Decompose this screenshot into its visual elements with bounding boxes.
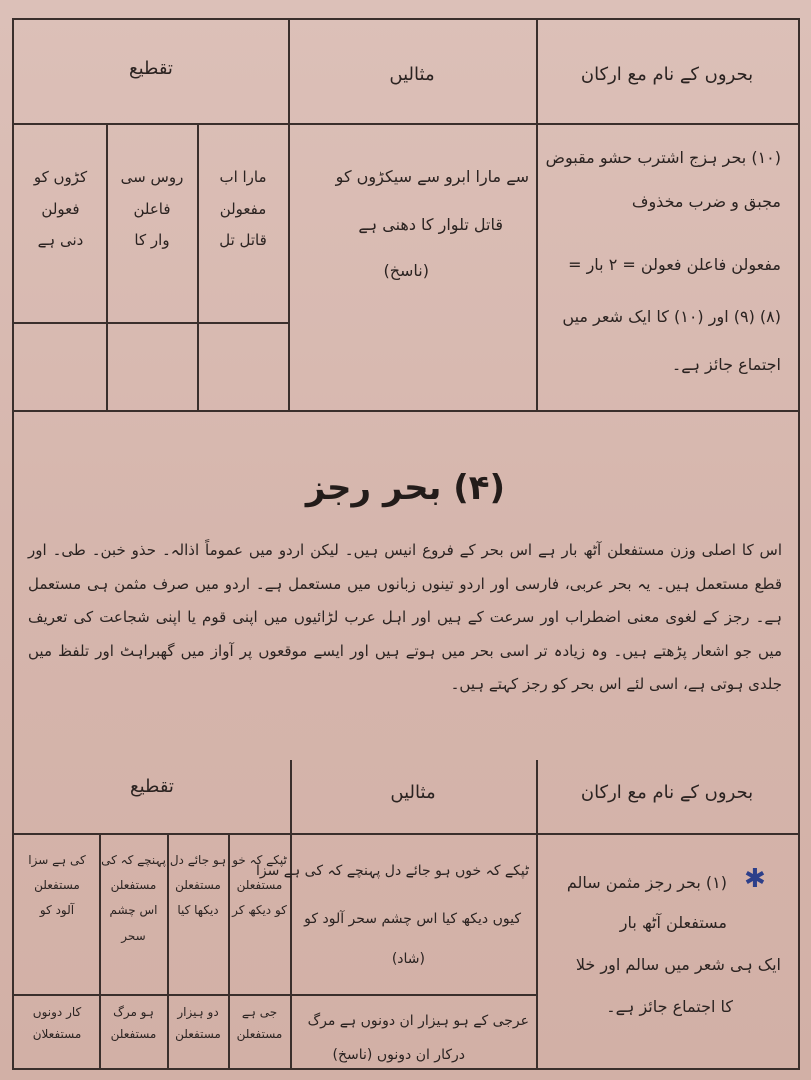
table2-bottom-cell (16, 1002, 98, 1045)
taqti-tail: وار کا (134, 231, 170, 249)
taqti-meter: مستفعلن (110, 878, 157, 893)
margin-star-mark: ✱ (744, 864, 766, 894)
table2-header-taqti: تقطیع (130, 776, 174, 797)
table1-example-line: (ناسخ) (383, 261, 429, 280)
table2-example-line: ٹپکے کہ خوں ہو جائے دل پہنچے کہ کی ہے سزا (256, 863, 529, 879)
table1-name-line: (۸) (۹) اور (۱۰) کا ایک شعر میں (562, 307, 781, 326)
table2-bottom-cell (169, 1002, 227, 1045)
table2-bottom-cell (230, 1002, 289, 1045)
table2-header-arkan: بحروں کے نام مع ارکان (580, 782, 754, 803)
table1-taqti-col-1 (199, 162, 287, 257)
table1-name-line: مفعولن فاعلن فعولن = ۲ بار = (568, 255, 781, 274)
taqti-tail: کو دیکھ کر (232, 903, 287, 918)
table2-name-line: مستفعلن آٹھ بار (619, 913, 727, 932)
bottom-words: کار دونوں (32, 1005, 82, 1019)
bottom-meter: مستفعلن (110, 1026, 157, 1041)
table1-name-line: (۱۰) بحر ہزج اشترب حشو مقبوض (545, 148, 781, 167)
taqti-meter: مستفعلن (34, 878, 80, 893)
taqti-tail: دنی ہے (37, 231, 84, 249)
bottom-meter: مستفعلن (236, 1026, 283, 1041)
table2-example-line: کیوں دیکھ کیا اس چشم سحر آلود کو (304, 911, 521, 927)
table1-header-rule (14, 123, 798, 125)
table2-taqti-col-4 (16, 848, 98, 924)
table2-header-rule (14, 833, 798, 835)
bottom-meter: مستفعلن (175, 1026, 221, 1041)
taqti-words: کی ہے سزا (28, 853, 86, 867)
taqti-tail: دیکھا کیا (177, 903, 219, 918)
bottom-words: جی ہے (241, 1005, 278, 1019)
table2-bottom-rule (14, 994, 536, 996)
bottom-words: ہو مرگ (113, 1005, 154, 1019)
table1-name-line: اجتماع جائز ہے۔ (671, 355, 781, 374)
table1-header-taqti: تقطیع (129, 58, 173, 79)
table1-header-arkan: بحروں کے نام مع ارکان (580, 64, 754, 85)
bottom-meter: مستفعلان (32, 1026, 82, 1041)
table2-taqti-col-2 (169, 848, 227, 924)
taqti-words: ٹپکے کہ خو (232, 853, 287, 867)
taqti-meter: مستفعلن (175, 878, 221, 893)
taqti-tail: اس چشم سحر (109, 903, 158, 943)
taqti-meter: فعولن (41, 199, 80, 218)
taqti-meter: مستفعلن (236, 878, 283, 893)
table2-example-line: عرجی کے ہو ہیزار ان دونوں ہے مرگ (307, 1013, 529, 1029)
section-title: (۴) بحر رجز (305, 468, 506, 508)
table1-taqti-col-3 (16, 162, 105, 257)
table2-example-line: (شاد) (391, 951, 425, 967)
table1-bottom-rule (14, 410, 798, 412)
taqti-words: پہنچے کہ کی (101, 853, 166, 867)
section-paragraph: اس کا اصلی وزن مستفعلن آٹھ بار ہے اس بحر کے فروع انیس ہیں۔ لیکن اردو میں عموماً اذالہ۔ حذو خبن۔ طی۔ اور قطع مستعمل ہیں۔ یہ بحر عربی، فارسی اور اردو تینوں زبانوں میں مستعمل ہے۔ اردو میں صرف مثمن ہی مستعمل ہے۔ رجز کے لغوی معنی اضطراب اور سرعت کے ہیں اور اہل عرب لڑائیوں میں اپنی قوم یا اپنی شجاعت کی تعریف میں جو اشعار پڑھتے ہیں۔ وہ زیادہ تر اسی بحر میں ہوتے ہیں اور ایسے موقعوں پر آواز میں گھبراہٹ اور تلفظ میں جلدی ہوتی ہے، اسی لئے اس بحر کو رجز کہتے ہیں۔ (28, 541, 782, 693)
table2-name-line: کا اجتماع جائز ہے۔ (606, 997, 733, 1016)
table1-example-line: سے مارا ابرو سے سیکڑوں کو (335, 167, 529, 186)
taqti-words: کڑوں کو (33, 168, 88, 186)
table1-taqti-rule (14, 322, 288, 324)
table2-name-line: (۱) بحر رجز مثمن سالم (566, 873, 727, 892)
table1-name-line: مجبق و ضرب مخذوف (631, 192, 781, 211)
taqti-tail: آلود کو (39, 903, 75, 918)
table2-header-misalen: مثالیں (390, 782, 436, 803)
table2-bottom-cell (101, 1002, 166, 1045)
table2-taqti-col-1 (230, 848, 289, 924)
bottom-words: دو ہیزار (177, 1005, 219, 1019)
table2-name-line: ایک ہی شعر میں سالم اور خلا (575, 955, 781, 974)
taqti-meter: مفعولن (219, 199, 267, 218)
taqti-words: روس سی (120, 168, 184, 186)
table1-header-misalen: مثالیں (389, 64, 435, 85)
taqti-meter: فاعلن (133, 199, 171, 218)
table1-example-line: قاتل تلوار کا دھنی ہے (358, 215, 503, 234)
taqti-words: ہو جائے دل (169, 853, 227, 867)
table1-taqti-col-2 (108, 162, 196, 257)
table2-example-line: درکار ان دونوں (ناسخ) (332, 1047, 465, 1063)
taqti-tail: قاتل تل (219, 231, 267, 249)
taqti-words: مارا اب (219, 168, 267, 186)
table2-taqti-col-3 (101, 848, 166, 949)
